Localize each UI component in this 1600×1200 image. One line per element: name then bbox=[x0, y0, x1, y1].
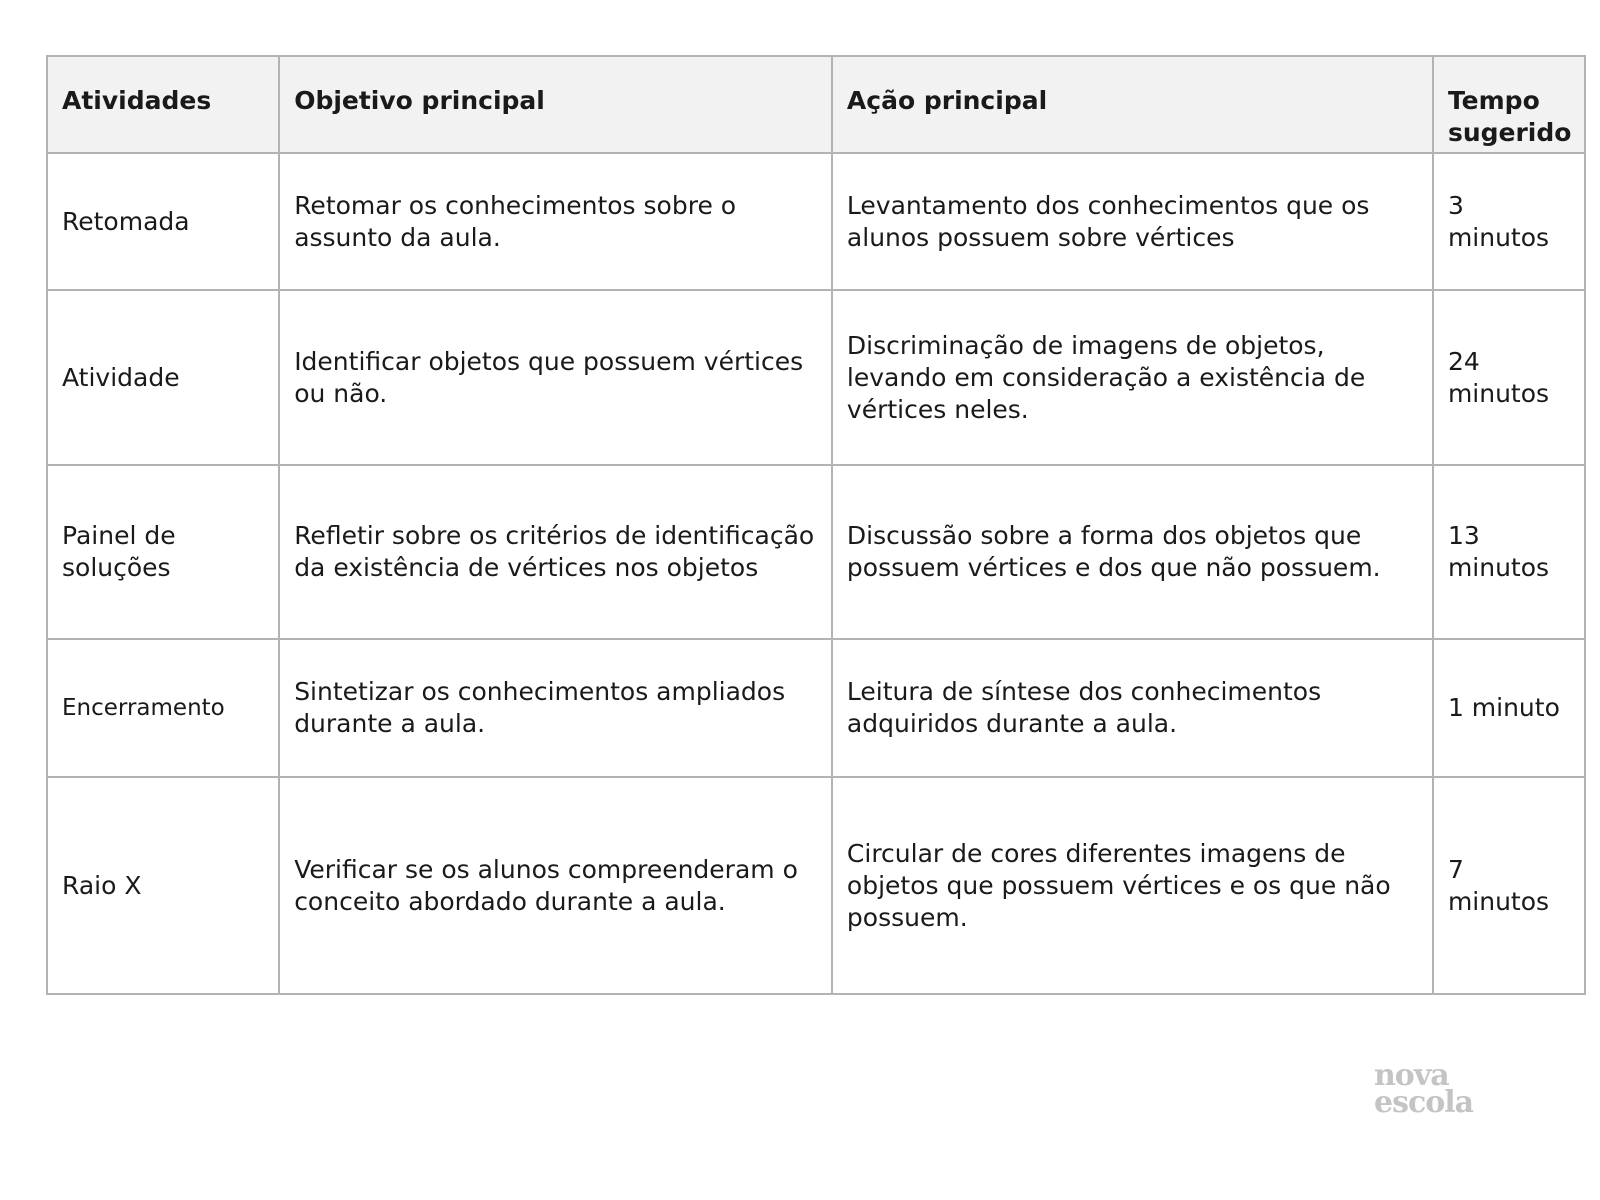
header-acao-principal: Ação principal bbox=[832, 56, 1433, 153]
cell-tempo: 1 minuto bbox=[1433, 639, 1585, 777]
table-row bbox=[47, 639, 1585, 777]
cell-tempo: 3 minutos bbox=[1433, 153, 1585, 290]
table-row bbox=[47, 777, 1585, 994]
header-row bbox=[47, 56, 1585, 153]
header-objetivo-principal: Objetivo principal bbox=[279, 56, 832, 153]
logo-line-1: nova bbox=[1374, 1058, 1449, 1093]
cell-atividade: Atividade bbox=[47, 290, 279, 465]
cell-tempo: 13 minutos bbox=[1433, 465, 1585, 639]
cell-atividade: Raio X bbox=[47, 777, 279, 994]
cell-objetivo: Retomar os conhecimentos sobre o assunto da aula. bbox=[279, 153, 832, 290]
cell-acao: Circular de cores diferentes imagens de objetos que possuem vértices e os que não possuem. bbox=[832, 777, 1433, 994]
cell-tempo: 24 minutos bbox=[1433, 290, 1585, 465]
cell-acao: Discriminação de imagens de objetos, levando em consideração a existência de vértices neles. bbox=[832, 290, 1433, 465]
cell-acao: Levantamento dos conhecimentos que os alunos possuem sobre vértices bbox=[832, 153, 1433, 290]
logo-line-2: escola bbox=[1374, 1085, 1474, 1120]
lesson-plan-table bbox=[46, 55, 1586, 995]
cell-atividade: Retomada bbox=[47, 153, 279, 290]
cell-objetivo: Refletir sobre os critérios de identificação da existência de vértices nos objetos bbox=[279, 465, 832, 639]
table-row bbox=[47, 153, 1585, 290]
header-atividades: Atividades bbox=[47, 56, 279, 153]
cell-objetivo: Sintetizar os conhecimentos ampliados durante a aula. bbox=[279, 639, 832, 777]
cell-objetivo: Identificar objetos que possuem vértices ou não. bbox=[279, 290, 832, 465]
table-row bbox=[47, 290, 1585, 465]
cell-acao: Discussão sobre a forma dos objetos que possuem vértices e dos que não possuem. bbox=[832, 465, 1433, 639]
nova-escola-logo bbox=[1374, 1058, 1494, 1120]
table-row bbox=[47, 465, 1585, 639]
cell-objetivo: Verificar se os alunos compreenderam o conceito abordado durante a aula. bbox=[279, 777, 832, 994]
cell-atividade: Encerramento bbox=[47, 639, 279, 777]
table-header bbox=[47, 56, 1585, 153]
cell-tempo: 7 minutos bbox=[1433, 777, 1585, 994]
table-body bbox=[47, 153, 1585, 994]
header-tempo-sugerido: Tempo sugerido bbox=[1433, 56, 1585, 153]
cell-atividade: Painel de soluções bbox=[47, 465, 279, 639]
cell-acao: Leitura de síntese dos conhecimentos adquiridos durante a aula. bbox=[832, 639, 1433, 777]
